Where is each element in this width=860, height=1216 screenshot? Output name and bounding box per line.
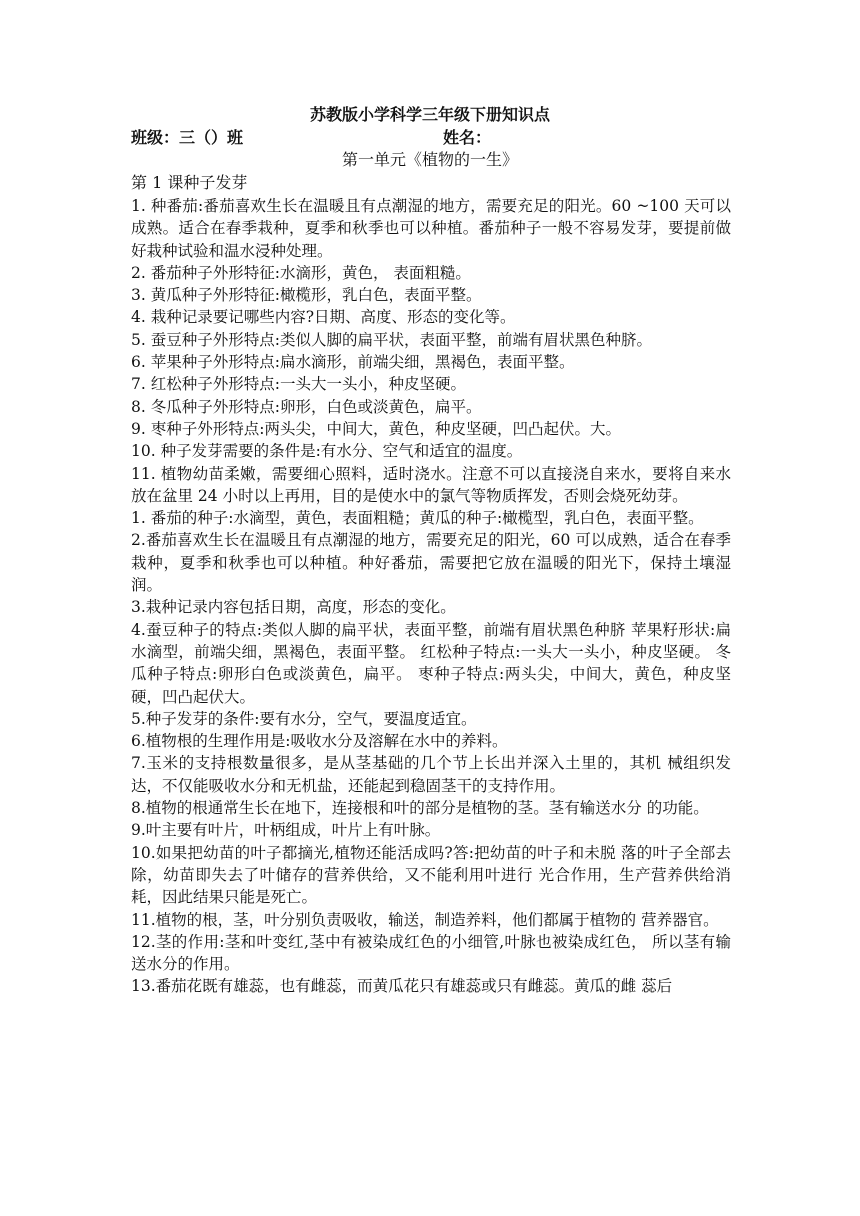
paragraph: 1. 番茄的种子:水滴型，黄色，表面粗糙；黄瓜的种子:橄榄型，乳白色，表面平整。 [131,509,704,528]
paragraph: 10. 种子发芽需要的条件是:有水分、空气和适宜的温度。 [131,442,523,461]
paragraph: 12.茎的作用:茎和叶变红,茎中有被染成红色的小细管,叶脉也被染成红色， 所以茎有输送水分的作用。 [131,932,731,974]
paragraph: 4.蚕豆种子的特点:类似人脚的扁平状，表面平整，前端有眉状黑色种脐 苹果籽形状:扁水滴型，前端尖细，黑褐色，表面平整。 红松种子特点:一头大一头小，种皮坚硬。 冬瓜种子特点:卵形白色或淡黄色，扁平。 枣种子特点:两头尖，中间大，黄色，种皮坚硬，凹凸起伏大。 [131,620,731,706]
document-title: 苏教版小学科学三年级下册知识点 [309,105,550,124]
paragraph: 8.植物的根通常生长在地下，连接根和叶的部分是植物的茎。茎有输送水分 的功能。 [131,799,709,818]
paragraph: 11.植物的根，茎，叶分别负责吸收，输送，制造养料，他们都属于植物的 营养器官。 [131,910,719,929]
name-label: 姓名： [443,128,492,147]
document-body [131,195,731,998]
paragraph: 11. 植物幼苗柔嫩，需要细心照料，适时浇水。注意不可以直接浇自来水，要将自来水放在盆里 24 小时以上再用，目的是使水中的氯气等物质挥发，否则会烧死幼芽。 [131,464,731,505]
paragraph: 2. 番茄种子外形特征:水滴形，黄色， 表面粗糙。 [131,263,471,282]
paragraph: 7.玉米的支持根数量很多，是从茎基础的几个节上长出并深入土里的，其机 械组织发达，不仅能吸收水分和无机盐，还能起到稳固茎干的支持作用。 [131,754,731,795]
paragraph: 8. 冬瓜种子外形特点:卵形，白色或淡黄色，扁平。 [131,397,482,416]
unit-heading: 第一单元《植物的一生》 [341,150,518,169]
paragraph: 3. 黄瓜种子外形特征:橄榄形，乳白色，表面平整。 [131,286,482,305]
paragraph: 5. 蚕豆种子外形特点:类似人脚的扁平状，表面平整，前端有眉状黑色种脐。 [131,330,652,349]
class-label: 班级：三（）班 [131,128,244,147]
paragraph: 4. 栽种记录要记哪些内容?日期、高度、形态的变化等。 [131,308,516,327]
paragraph: 9.叶主要有叶片，叶柄组成，叶片上有叶脉。 [131,821,441,840]
paragraph: 10.如果把幼苗的叶子都摘光,植物还能活成吗?答:把幼苗的叶子和未脱 落的叶子全部去除，幼苗即失去了叶储存的营养供给，又不能利用叶进行 光合作用，生产营养供给消耗，因此结果只能是死亡。 [131,843,731,907]
paragraph: 6. 苹果种子外形特点:扁水滴形，前端尖细，黑褐色，表面平整。 [131,353,575,372]
paragraph: 3.栽种记录内容包括日期，高度，形态的变化。 [131,598,456,617]
paragraph: 9. 枣种子外形特点:两头尖，中间大，黄色，种皮坚硬，凹凸起伏。大。 [131,419,621,438]
paragraph: 7. 红松种子外形特点:一头大一头小，种皮坚硬。 [131,375,466,394]
paragraph: 6.植物根的生理作用是:吸收水分及溶解在水中的养料。 [131,732,508,751]
paragraph: 5.种子发芽的条件:要有水分，空气，要温度适宜。 [131,709,477,728]
paragraph: 1. 种番茄:番茄喜欢生长在温暖且有点潮湿的地方，需要充足的阳光。60 ~100 天可以成熟。适合在春季栽种，夏季和秋季也可以种植。番茄种子一般不容易发芽，要提前做好栽种试验和温水浸种处理。 [131,197,731,260]
paragraph: 2.番茄喜欢生长在温暖且有点潮湿的地方，需要充足的阳光，60 可以成熟，适合在春季栽种，夏季和秋季也可以种植。种好番茄，需要把它放在温暖的阳光下，保持土壤湿润。 [131,531,731,595]
paragraph: 13.番茄花既有雄蕊，也有雌蕊，而黄瓜花只有雄蕊或只有雌蕊。黄瓜的雌 蕊后 [131,977,673,996]
lesson-heading: 第 1 课种子发芽 [131,173,248,192]
